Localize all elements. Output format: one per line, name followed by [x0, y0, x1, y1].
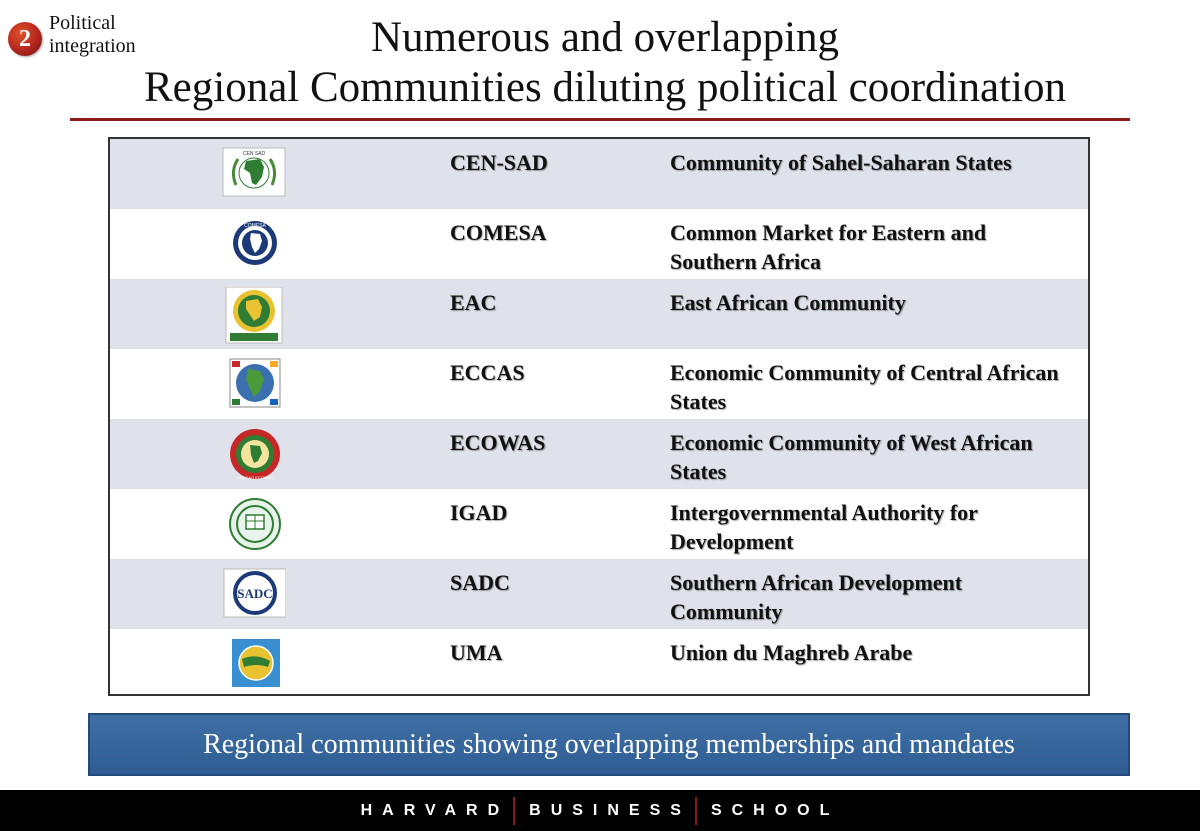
comesa-logo-icon [222, 217, 286, 267]
table-row [110, 209, 1088, 279]
community-abbr: UMA [450, 640, 503, 665]
sadc-logo-icon [222, 567, 286, 621]
community-abbr: IGAD [450, 500, 508, 525]
page-title-line1: Numerous and overlapping [370, 14, 840, 61]
table-row [110, 629, 1088, 699]
footer-separator [695, 797, 697, 825]
table-row [110, 349, 1088, 419]
community-abbr: CEN-SAD [450, 150, 548, 175]
sadc-logo-text: SADC [237, 586, 273, 601]
footer-bar [0, 790, 1200, 831]
community-abbr: ECCAS [450, 360, 525, 385]
summary-callout: Regional communities showing overlapping memberships and mandates [88, 713, 1130, 776]
eac-logo-icon [222, 287, 286, 347]
community-name: Economic Community of Central African States [670, 360, 1059, 414]
community-abbr: EAC [450, 290, 497, 315]
uma-logo-icon [222, 637, 286, 691]
community-name: Intergovernmental Authority for Development [670, 500, 978, 554]
community-name: Economic Community of West African States [670, 430, 1033, 484]
community-abbr: COMESA [450, 220, 547, 245]
communities-table [108, 137, 1090, 696]
community-name: Union du Maghreb Arabe [670, 640, 913, 665]
footer-word-harvard: HARVARD [360, 802, 510, 819]
table-row [110, 559, 1088, 629]
ecowas-logo-icon [222, 427, 286, 481]
page-title-line2: Regional Communities diluting political coordination [143, 64, 1066, 111]
table-row [110, 419, 1088, 489]
footer-logo [0, 790, 1200, 831]
cen-sad-logo-text: CEN SAD [242, 151, 266, 157]
footer-word-school: SCHOOL [710, 802, 840, 819]
cen-sad-logo-icon [222, 147, 286, 197]
section-label-line1: Political [49, 12, 116, 34]
community-abbr: ECOWAS [450, 430, 546, 455]
title-divider [70, 118, 1130, 121]
ecowas-logo-text: CEDEAO ECOWAS [237, 475, 273, 480]
footer-word-business: BUSINESS [529, 802, 691, 819]
comesa-logo-text: COMESA [244, 223, 266, 229]
footer-separator [513, 797, 515, 825]
table-row [110, 279, 1088, 349]
community-name: Southern African Development Community [670, 570, 963, 624]
community-abbr: SADC [450, 570, 510, 595]
table-row [110, 489, 1088, 559]
table-row [110, 139, 1088, 209]
community-name: Community of Sahel-Saharan States [670, 150, 1012, 175]
community-name: Common Market for Eastern and Southern Africa [670, 220, 987, 274]
igad-logo-icon [222, 497, 286, 551]
section-label-line2: integration [49, 35, 136, 57]
section-number-badge: 2 [8, 22, 42, 56]
community-name: East African Community [670, 290, 906, 315]
eccas-logo-icon [222, 357, 286, 411]
